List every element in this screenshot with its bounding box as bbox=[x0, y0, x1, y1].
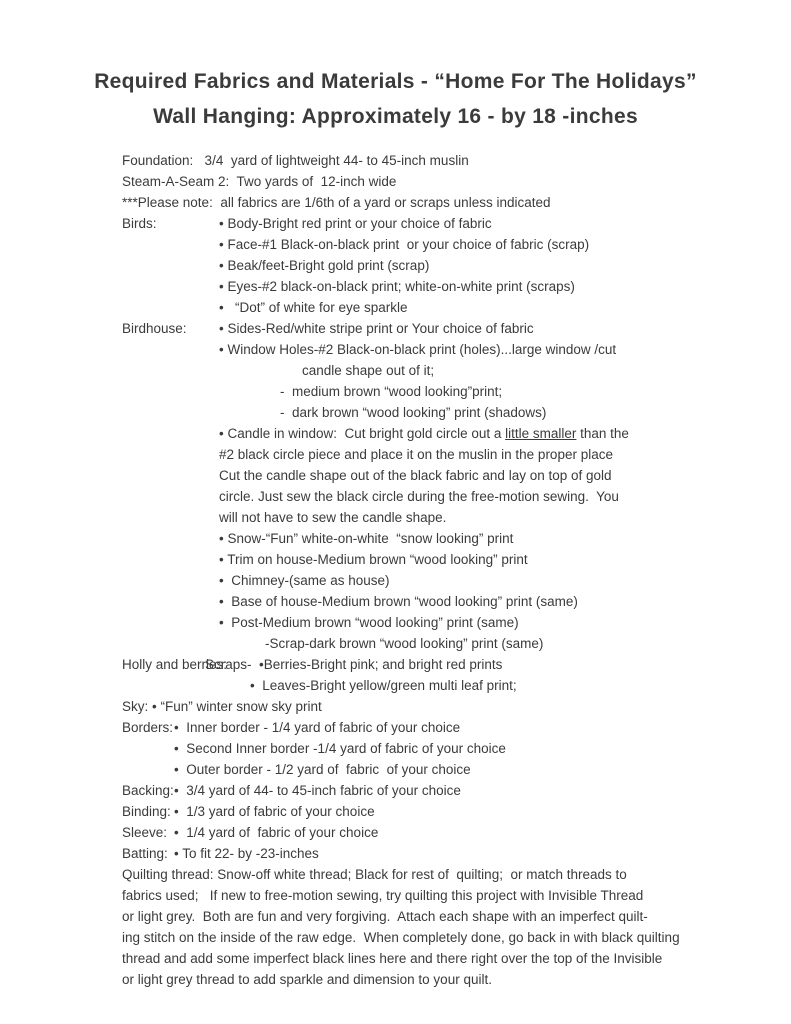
page-title-line-2: Wall Hanging: Approximately 16 - by 18 -inches bbox=[153, 105, 638, 128]
line-label: Sleeve: bbox=[122, 825, 168, 840]
line-text: • Chimney-(same as house) bbox=[219, 573, 390, 588]
line-text: • 1/3 yard of fabric of your choice bbox=[174, 804, 375, 819]
page-title bbox=[0, 64, 791, 134]
document-line bbox=[122, 360, 722, 381]
line-label: Birdhouse: bbox=[122, 321, 187, 336]
document-line bbox=[122, 423, 722, 444]
document-line bbox=[122, 192, 722, 213]
document-line bbox=[122, 255, 722, 276]
document-line bbox=[122, 381, 722, 402]
line-text: • Inner border - 1/4 yard of fabric of your choice bbox=[174, 720, 461, 735]
line-text: Scraps- •Berries-Bright pink; and bright red prints bbox=[205, 657, 503, 672]
document-line bbox=[122, 696, 722, 717]
line-text: ing stitch on the inside of the raw edge. When completely done, go back in with black quilting bbox=[122, 930, 680, 945]
document-line bbox=[122, 843, 722, 864]
line-text: or light grey. Both are fun and very forgiving. Attach each shape with an imperfect quilt- bbox=[122, 909, 648, 924]
line-text: - dark brown “wood looking” print (shadows) bbox=[280, 405, 547, 420]
document-line bbox=[122, 885, 722, 906]
line-text: • 3/4 yard of 44- to 45-inch fabric of your choice bbox=[174, 783, 461, 798]
line-text: • Snow-“Fun” white-on-white “snow looking” print bbox=[219, 531, 514, 546]
line-text: -Scrap-dark brown “wood looking” print (same) bbox=[265, 636, 544, 651]
line-label: Binding: bbox=[122, 804, 171, 819]
line-text: - medium brown “wood looking”print; bbox=[280, 384, 503, 399]
line-text: • Base of house-Medium brown “wood looking” print (same) bbox=[219, 594, 578, 609]
line-text: ***Please note: all fabrics are 1/6th of a yard or scraps unless indicated bbox=[122, 195, 551, 210]
document-line bbox=[122, 570, 722, 591]
line-text bbox=[219, 423, 629, 444]
line-label: Holly and berries: bbox=[122, 657, 228, 672]
line-text: • Beak/feet-Bright gold print (scrap) bbox=[219, 258, 430, 273]
document-line bbox=[122, 465, 722, 486]
line-text: will not have to sew the candle shape. bbox=[219, 510, 447, 525]
line-text: Quilting thread: Snow-off white thread; Black for rest of quilting; or match threads to bbox=[122, 867, 627, 882]
line-text: #2 black circle piece and place it on the muslin in the proper place bbox=[219, 447, 613, 462]
document-line bbox=[122, 171, 722, 192]
line-text: Cut the candle shape out of the black fabric and lay on top of gold bbox=[219, 468, 612, 483]
document-line bbox=[122, 633, 722, 654]
line-text: • Outer border - 1/2 yard of fabric of your choice bbox=[174, 762, 471, 777]
line-text: candle shape out of it; bbox=[302, 363, 435, 378]
document-line bbox=[122, 654, 722, 675]
document-line bbox=[122, 507, 722, 528]
document-line bbox=[122, 948, 722, 969]
document-line bbox=[122, 297, 722, 318]
document-line bbox=[122, 444, 722, 465]
document-line bbox=[122, 969, 722, 990]
plain-text: • Candle in window: Cut bright gold circle out a bbox=[219, 426, 506, 441]
line-text: • Body-Bright red print or your choice of fabric bbox=[219, 216, 492, 231]
document-line bbox=[122, 738, 722, 759]
document-line bbox=[122, 864, 722, 885]
line-text: • Face-#1 Black-on-black print or your choice of fabric (scrap) bbox=[219, 237, 590, 252]
document-line bbox=[122, 486, 722, 507]
line-label: Batting: bbox=[122, 846, 168, 861]
document-body bbox=[122, 150, 722, 990]
line-text: • Trim on house-Medium brown “wood looking” print bbox=[219, 552, 528, 567]
document-line bbox=[122, 780, 722, 801]
line-text: • Eyes-#2 black-on-black print; white-on-white print (scraps) bbox=[219, 279, 575, 294]
line-text: thread and add some imperfect black lines here and there right over the top of the Invisible bbox=[122, 951, 663, 966]
document-line bbox=[122, 528, 722, 549]
document-line bbox=[122, 717, 722, 738]
line-text: • To fit 22- by -23-inches bbox=[174, 846, 319, 861]
line-label: Borders: bbox=[122, 720, 174, 735]
document-line bbox=[122, 591, 722, 612]
document-line bbox=[122, 213, 722, 234]
plain-text: than the bbox=[576, 426, 629, 441]
document-line bbox=[122, 927, 722, 948]
document-line bbox=[122, 675, 722, 696]
document-line bbox=[122, 822, 722, 843]
underlined-text: little smaller bbox=[505, 426, 577, 441]
line-label: Birds: bbox=[122, 216, 157, 231]
line-text: circle. Just sew the black circle during the free-motion sewing. You bbox=[219, 489, 619, 504]
document-line bbox=[122, 318, 722, 339]
document-line bbox=[122, 759, 722, 780]
document-line bbox=[122, 339, 722, 360]
line-text: • Window Holes-#2 Black-on-black print (holes)...large window /cut bbox=[219, 342, 617, 357]
document-line bbox=[122, 612, 722, 633]
line-text: Foundation: 3/4 yard of lightweight 44- to 45-inch muslin bbox=[122, 153, 469, 168]
line-text: • “Dot” of white for eye sparkle bbox=[219, 300, 408, 315]
document-line bbox=[122, 402, 722, 423]
document-line bbox=[122, 549, 722, 570]
document-line bbox=[122, 801, 722, 822]
line-text: • 1/4 yard of fabric of your choice bbox=[174, 825, 379, 840]
line-text: • Leaves-Bright yellow/green multi leaf print; bbox=[250, 678, 517, 693]
document-line bbox=[122, 150, 722, 171]
line-text: • Post-Medium brown “wood looking” print (same) bbox=[219, 615, 519, 630]
document-line bbox=[122, 276, 722, 297]
line-text: Steam-A-Seam 2: Two yards of 12-inch wide bbox=[122, 174, 397, 189]
document-line bbox=[122, 234, 722, 255]
line-text: Sky: • “Fun” winter snow sky print bbox=[122, 699, 322, 714]
line-label: Backing: bbox=[122, 783, 174, 798]
document-line bbox=[122, 906, 722, 927]
page-title-line-1: Required Fabrics and Materials - “Home For The Holidays” bbox=[94, 70, 697, 93]
line-text: • Second Inner border -1/4 yard of fabric of your choice bbox=[174, 741, 506, 756]
line-text: • Sides-Red/white stripe print or Your choice of fabric bbox=[219, 321, 534, 336]
line-text: fabrics used; If new to free-motion sewing, try quilting this project with Invisible Thread bbox=[122, 888, 644, 903]
line-text: or light grey thread to add sparkle and dimension to your quilt. bbox=[122, 972, 492, 987]
